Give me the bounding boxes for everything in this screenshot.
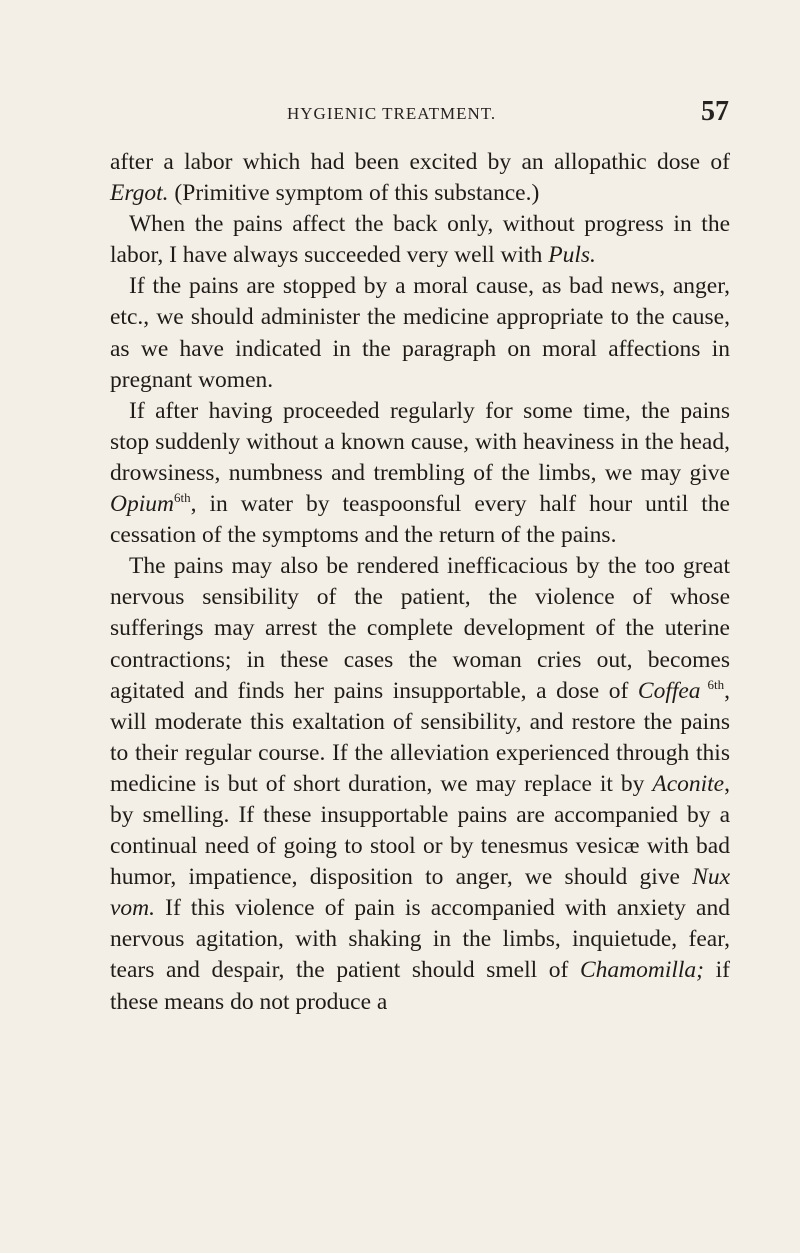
paragraph-opium	[110, 396, 730, 551]
paragraph-moral-cause	[110, 271, 730, 395]
text-segment: if these means do not produce a	[110, 957, 730, 1015]
paragraph-continuation	[110, 147, 730, 209]
text-segment: , by smelling. If these insupportable pains are accompanied by a continual need of going to stool or by tenesmus vesicæ with bad humor, impatience, disposition to anger, we should give	[110, 770, 730, 891]
body-text	[110, 147, 730, 1018]
text-segment: , in water by teaspoonsful every half hour until the cessation of the symptoms and the return of the pains.	[110, 491, 730, 549]
remedy-name: Nux vom.	[110, 864, 730, 922]
page-number: 57	[701, 96, 729, 127]
text-segment: (Primitive symptom of this substance.)	[168, 180, 540, 207]
running-head-title: HYGIENIC TREATMENT.	[287, 104, 497, 123]
text-segment: after a labor which had been excited by an allopathic dose of	[110, 149, 730, 175]
ordinal-superscript: 6th	[173, 490, 191, 506]
text-segment: , will moderate this exaltation of sensibility, and restore the pains to their regular course. If the alleviation experienced through this medicine is but of short duration, we may replace it by	[110, 677, 730, 797]
text-segment: The pains may also be rendered inefficacious by the too great nervous sensibility of the patient, the violence of whose sufferings may arrest the complete development of the uterine contractions; in these cases the woman cries out, becomes agitated and finds her pains insupportable, a dose of	[110, 553, 730, 704]
remedy-name: Opium	[110, 491, 174, 518]
remedy-name: Coffea	[637, 677, 701, 704]
text-segment: If the pains are stopped by a moral cause, as bad news, anger, etc., we should administer the medicine appropriate to the cause, as we have indicated in the paragraph on moral affections in pregnant women.	[110, 273, 730, 393]
remedy-name: Chamomilla;	[579, 957, 704, 984]
remedy-name: Puls.	[548, 242, 596, 269]
paragraph-back-pains	[110, 209, 730, 271]
remedy-name: Ergot.	[110, 180, 169, 207]
remedy-name: Aconite	[652, 770, 725, 797]
text-segment: If this violence of pain is accompanied with anxiety and nervous agitation, with shaking in the limbs, inquietude, fear, tears and despair, the patient should smell of	[110, 895, 730, 984]
text-segment: If after having proceeded regularly for some time, the pains stop suddenly without a known cause, with heaviness in the head, drowsiness, numbness and trembling of the limbs, we may give	[110, 397, 730, 486]
ordinal-superscript: 6th	[700, 676, 725, 692]
paragraph-nervous-sensibility	[110, 551, 730, 1017]
running-head	[109, 96, 729, 130]
text-segment: When the pains affect the back only, without progress in the labor, I have always succeeded very well with	[110, 211, 730, 269]
